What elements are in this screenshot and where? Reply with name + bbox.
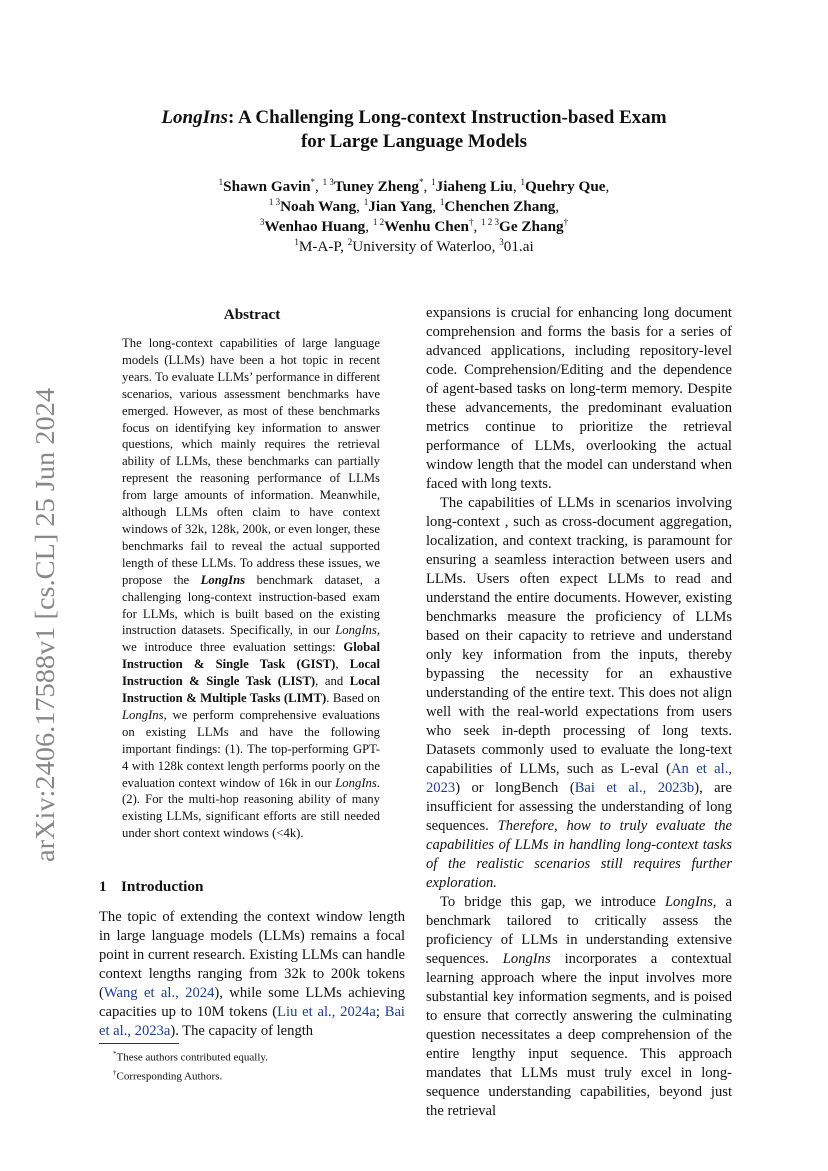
- section-number: 1: [99, 878, 107, 895]
- title-line1: : A Challenging Long-context Instruction-based Exam: [227, 107, 667, 128]
- footnotes: [113, 1047, 268, 1084]
- author: Shawn Gavin: [223, 178, 311, 195]
- author-line-1: $^1$Shawn Gavin*, $^{1 3}$Tuney Zheng*, $^1$Jiaheng Liu, $^1$Quehry Que,: [218, 176, 610, 195]
- author: Noah Wang: [280, 198, 357, 215]
- paragraph: The capabilities of LLMs in scenarios involving long-context , such as cross-document aggregation, localization, and context tracking, is paramount for ensuring a seamless interaction between users and LLMs. Users often expect LLMs to read and understand the entire documents. However, existing benchmarks measure the proficiency of LLMs based on their capacity to retrieve and understand only key information from the inputs, thereby bypassing the necessity for an exhaustive understanding of the entire text. This does not align well with the real-world expectations from users who seek in-depth processing of long texts. Datasets commonly used to evaluate the long-text capabilities of LLMs, such as L-eval (An et al., 2023) or longBench (Bai et al., 2023b), are insufficient for assessing the understanding of long sequences. Therefore, how to truly evaluate the capabilities of LLMs in handling long-context tasks of the realistic scenarios still requires further exploration.: [426, 495, 732, 891]
- abstract-text: The long-context capabilities of large language models (LLMs) have been a hot topic in recent years. To evaluate LLMs’ performance in different scenarios, various assessment benchmarks have emerged. However, as most of these benchmarks focus on identifying key information to answer questions, which mainly requires the retrieval ability of LLMs, these benchmarks can partially represent the reasoning performance of LLMs from large amounts of information. Meanwhile, although LLMs often claim to have context windows of 32k, 128k, 200k, or even longer, these benchmarks fail to reveal the actual supported length of these LLMs. To address these issues, we propose the LongIns benchmark dataset, a challenging long-context instruction-based exam for LLMs, which is built based on the existing instruction datasets. Specifically, in our LongIns, we introduce three evaluation settings: Global Instruction & Single Task (GIST), Local Instruction & Single Task (LIST), and Local Instruction & Multiple Tasks (LIMT). Based on LongIns, we perform comprehensive evaluations on existing LLMs and have the following important findings: (1). The top-performing GPT-4 with 128k context length performs poorly on the evaluation context window of 16k in our LongIns. (2). For the multi-hop reasoning ability of many existing LLMs, significant efforts are still needed under short context windows (<4k).: [122, 336, 381, 841]
- author: Wenhu Chen: [384, 218, 469, 235]
- right-column: [426, 304, 732, 1121]
- author: Wenhao Huang: [264, 218, 366, 235]
- paragraph: expansions is crucial for enhancing long document comprehension and forms the basis for a series of advanced applications, including repository-level code. Comprehension/Editing and the dependence of agent-based tasks on long-term memory. Despite these advancements, the predominant evaluation metrics continue to prioritize the retrieval performance of LLMs, overlooking the actual window length that the model can understand when faced with long texts.: [426, 305, 732, 492]
- author-line-3: $^3$Wenhao Huang, $^{1 2}$Wenhu Chen†, $^{1 2 3}$Ge Zhang†: [259, 216, 569, 235]
- author: Jiaheng Liu: [435, 178, 513, 195]
- author: Jian Yang: [368, 198, 433, 215]
- abstract-heading: Abstract: [223, 306, 281, 323]
- section-title: Introduction: [121, 878, 204, 895]
- intro-paragraph: The topic of extending the context window length in large language models (LLMs) remains a focal point in current research. Existing LLMs can handle context lengths ranging from 32k to 200k tokens (Wang et al., 2024), while some LLMs achieving capacities up to 10M tokens (Liu et al., 2024a; Bai et al., 2023a). The capacity of length: [99, 909, 406, 1039]
- author-block: [130, 177, 698, 257]
- paragraph: To bridge this gap, we introduce LongIns, a benchmark tailored to critically assess the proficiency of LLMs in understanding extensive sequences. LongIns incorporates a contextual learning approach where the input involves more substantial key information segments, and is poised to ensure that correctly answering the culminating question necessitates a deep comprehension of the entire lengthy input sequence. This approach mandates that LLMs must truly excel in long-sequence understanding capabilities, beyond just the retrieval: [426, 894, 732, 1119]
- author: Ge Zhang: [499, 218, 564, 235]
- citation-link[interactable]: Wang et al., 2024: [103, 985, 215, 1001]
- citation-link[interactable]: Bai et al., 2023a: [99, 1004, 405, 1039]
- footnote-rule: [99, 1043, 179, 1044]
- title-line2: for Large Language Models: [300, 131, 528, 152]
- citation-link[interactable]: Bai et al., 2023b: [574, 780, 695, 796]
- citation-link[interactable]: An et al., 2023: [426, 761, 732, 796]
- section-heading-introduction: [99, 878, 203, 896]
- author: Quehry Que: [524, 178, 606, 195]
- arxiv-id: arXiv:2406.17588v1 [cs.CL] 25 Jun 2024: [30, 410, 60, 862]
- affiliations: $^1$M-A-P, $^2$University of Waterloo, $^3$01.ai: [294, 236, 534, 255]
- author: Chenchen Zhang: [444, 198, 556, 215]
- author-line-2: $^{1 3}$Noah Wang, $^1$Jian Yang, $^1$Chenchen Zhang,: [268, 196, 560, 215]
- arxiv-sidebar: [4, 386, 78, 862]
- author: Tuney Zheng: [333, 178, 420, 195]
- footnote-corresponding: †Corresponding Authors.: [113, 1068, 223, 1083]
- paper-title: [120, 106, 708, 154]
- citation-link[interactable]: Liu et al., 2024a: [277, 1004, 376, 1020]
- footnote-equal: *These authors contributed equally.: [113, 1050, 268, 1064]
- title-name: LongIns: [161, 107, 228, 128]
